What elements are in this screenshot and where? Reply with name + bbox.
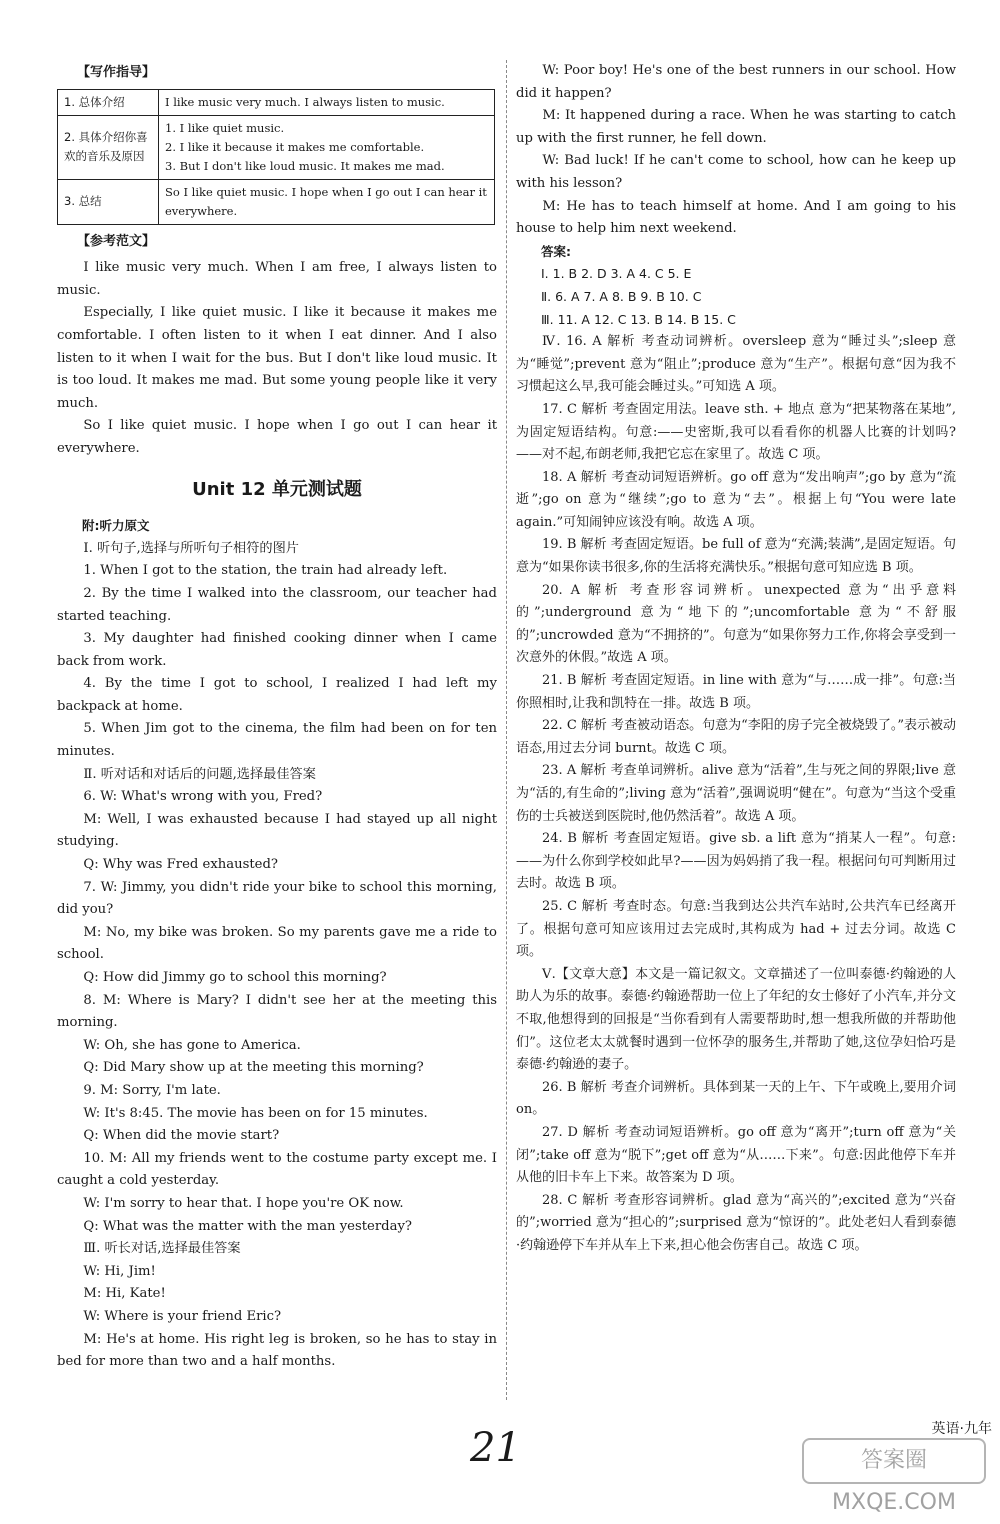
sample-paragraph: So I like quiet music. I hope when I go out I can hear it everywhere. bbox=[57, 418, 497, 456]
script-line: W: It's 8:45. The movie has been on for 15 minutes. bbox=[83, 1105, 428, 1121]
explanation-paragraph: 17. C 解析 考查固定用法。leave sth. + 地点 意为“把某物落在某地”,为固定短语结构。句意:——史密斯,我可以看看你的机器人比赛的计划吗?——对不起,布朗老师,我把它忘在家里了。故选 C 项。 bbox=[516, 401, 956, 463]
guide-value: 1. I like quiet music. 2. I like it because it makes me comfortable. 3. But I don't like loud music. It makes me mad. bbox=[159, 115, 495, 179]
page-number: 21 bbox=[470, 1425, 521, 1471]
script-line: Q: Did Mary show up at the meeting this morning? bbox=[83, 1060, 424, 1076]
script-line: W: Bad luck! If he can't come to school, how can he keep up with his lesson? bbox=[516, 153, 956, 191]
script-line: W: Oh, she has gone to America. bbox=[83, 1037, 301, 1053]
sample-paragraph: I like music very much. When I am free, I always listen to music. bbox=[57, 260, 497, 298]
explanation-paragraph: 22. C 解析 考查被动语态。句意为“李阳的房子完全被烧毁了。”表示被动语态,用过去分词 burnt。故选 C 项。 bbox=[516, 718, 956, 756]
sample-essay-label: 【参考范文】 bbox=[77, 233, 156, 249]
explanation-paragraph: 24. B 解析 考查固定短语。give sb. a lift 意为“捎某人一程”。句意:——为什么你到学校如此早?——因为妈妈捎了我一程。根据问句可判断用过去时。故选 B 项。 bbox=[516, 831, 956, 892]
right-column bbox=[516, 60, 956, 1257]
script-line: 10. M: All my friends went to the costume party except me. I caught a cold yesterday. bbox=[57, 1150, 497, 1189]
table-row bbox=[58, 89, 495, 115]
subject-label: 英语·九年 bbox=[931, 1421, 992, 1437]
left-column bbox=[57, 60, 497, 1374]
section-heading: Ⅲ. 听长对话,选择最佳答案 bbox=[83, 1241, 241, 1257]
section-2-lines bbox=[57, 786, 497, 1238]
answer-row: Ⅰ. 1. B 2. D 3. A 4. C 5. E bbox=[541, 266, 692, 282]
script-line: W: Where is your friend Eric? bbox=[83, 1308, 282, 1324]
writing-guide-label: 【写作指导】 bbox=[77, 65, 156, 80]
script-line: M: Hi, Kate! bbox=[83, 1286, 166, 1302]
section-3-lines bbox=[57, 1261, 497, 1374]
explanation-paragraph: 20. A 解析 考查形容词辨析。unexpected 意为“出乎意料的”;underground 意为“地下的”;uncomfortable 意为“不舒服的”;uncrowded 意为“不拥挤的”。句意为“如果你努力工作,你将会享受到一次意外的休假。”故选 A 项。 bbox=[516, 582, 956, 666]
explanation-paragraph: 18. A 解析 考查动词短语辨析。go off 意为“发出响声”;go by 意为“流逝”;go on 意为“继续”;go to 意为“去”。根据上句“You were late again.”可知闹钟应该没有响。故选 A 项。 bbox=[516, 469, 956, 530]
explanation-paragraph: 23. A 解析 考查单词辨析。alive 意为“活着”,生与死之间的界限;live 意为“活的,有生命的”;living 意为“活着”,强调说明“健在”。句意为“当这个受重伤的士兵被送到医院时,他仍然活着”。故选 A 项。 bbox=[516, 763, 956, 824]
table-row bbox=[58, 115, 495, 179]
watermark-logo: 答案圈 MXQE.COM bbox=[802, 1438, 986, 1484]
explanation-paragraph: 28. C 解析 考查形容词辨析。glad 意为“高兴的”;excited 意为“兴奋的”;worried 意为“担心的”;surprised 意为“惊讶的”。此处老妇人看到泰德·约翰逊停下车并从车上下来,担心他会伤害自己。故选 C 项。 bbox=[516, 1192, 956, 1253]
listening-script-label: 附:听力原文 bbox=[82, 518, 150, 534]
script-line: 2. By the time I walked into the classroom, our teacher had started teaching. bbox=[57, 585, 497, 624]
dialog-lines bbox=[516, 60, 956, 241]
script-line: M: No, my bike was broken. So my parents gave me a ride to school. bbox=[57, 924, 497, 963]
writing-guide-table bbox=[57, 89, 495, 225]
guide-value: I like music very much. I always listen to music. bbox=[159, 89, 495, 115]
script-line: W: I'm sorry to hear that. I hope you're OK now. bbox=[83, 1195, 404, 1211]
unit-title: Unit 12 单元测试题 bbox=[192, 478, 362, 500]
explanation-paragraph: 25. C 解析 考查时态。句意:当我到达公共汽车站时,公共汽车已经离开了。根据句意可知应该用过去完成时,其构成为 had + 过去分词。故选 C 项。 bbox=[516, 898, 956, 960]
explanation-paragraph: 19. B 解析 考查固定短语。be full of 意为“充满;装满”,是固定短语。句意为“如果你读书很多,你的生活将充满快乐。”根据句意可知应选 B 项。 bbox=[516, 537, 956, 576]
script-line: Q: Why was Fred exhausted? bbox=[83, 857, 279, 873]
script-line: 6. W: What's wrong with you, Fred? bbox=[83, 789, 323, 805]
answer-row: Ⅲ. 11. A 12. C 13. B 14. B 15. C bbox=[541, 311, 736, 327]
section-heading: Ⅰ. 听句子,选择与所听句子相符的图片 bbox=[83, 540, 299, 556]
section-heading: Ⅱ. 听对话和对话后的问题,选择最佳答案 bbox=[83, 766, 316, 782]
script-line: W: Poor boy! He's one of the best runners in our school. How did it happen? bbox=[516, 63, 956, 101]
script-line: Q: What was the matter with the man yesterday? bbox=[83, 1218, 412, 1234]
script-line: 3. My daughter had finished cooking dinner when I came back from work. bbox=[57, 631, 497, 669]
sample-paragraph: Especially, I like quiet music. I like it because it makes me comfortable. I often listen to it when I eat dinner. And I also listen to it when I wait for the bus. But I don't like loud music. It is too loud. It makes me mad. But some young people like it very much. bbox=[57, 305, 497, 411]
script-line: M: He's at home. His right leg is broken, so he has to stay in bed for more than two and a half months. bbox=[57, 1331, 497, 1370]
script-line: Q: When did the movie start? bbox=[83, 1128, 280, 1144]
explanation-paragraph: Ⅴ.【文章大意】本文是一篇记叙文。文章描述了一位叫泰德·约翰逊的人助人为乐的故事。泰德·约翰逊帮助一位上了年纪的女士修好了小汽车,并分文不取,他想得到的回报是“当你看到有人需要帮助时,想一想我所做的并帮助他们”。这位老太太就餐时遇到一位怀孕的服务生,并帮助了她,这位孕妇恰巧是泰德·约翰逊的妻子。 bbox=[516, 966, 956, 1073]
script-line: 9. M: Sorry, I'm late. bbox=[83, 1082, 221, 1098]
script-line: Q: How did Jimmy go to school this morning? bbox=[83, 970, 387, 985]
script-line: M: It happened during a race. When he was starting to catch up with the first runner, he fell down. bbox=[516, 108, 956, 146]
explanation-paragraph: 21. B 解析 考查固定短语。in line with 意为“与……成一排”。句意:当你照相时,让我和凯特在一排。故选 B 项。 bbox=[516, 673, 956, 711]
answer-list bbox=[516, 263, 956, 331]
script-line: 5. When Jim got to the cinema, the film had been on for ten minutes. bbox=[57, 721, 497, 760]
script-line: 8. M: Where is Mary? I didn't see her at the meeting this morning. bbox=[57, 992, 497, 1031]
answer-row: Ⅱ. 6. A 7. A 8. B 9. B 10. C bbox=[541, 288, 702, 304]
script-line: 7. W: Jimmy, you didn't ride your bike to school this morning, did you? bbox=[57, 879, 497, 918]
answer-label: 答案: bbox=[541, 243, 571, 259]
guide-key: 2. 具体介绍你喜欢的音乐及原因 bbox=[58, 115, 159, 179]
script-line: W: Hi, Jim! bbox=[83, 1263, 156, 1279]
guide-key: 3. 总结 bbox=[58, 179, 159, 224]
guide-value: So I like quiet music. I hope when I go out I can hear it everywhere. bbox=[159, 179, 495, 224]
explanation-paragraph: 27. D 解析 考查动词短语辨析。go off 意为“离开”;turn off 意为“关闭”;take off 意为“脱下”;get off 意为“从……下来”。句意:因此他停下车并从他的旧卡车上下来。故答案为 D 项。 bbox=[516, 1124, 956, 1186]
guide-key: 1. 总体介绍 bbox=[58, 89, 159, 115]
explanation-list bbox=[516, 331, 956, 1257]
script-line: M: Well, I was exhausted because I had stayed up all night studying. bbox=[57, 811, 497, 850]
script-line: 4. By the time I got to school, I realized I had left my backpack at home. bbox=[57, 676, 497, 714]
section-1-lines bbox=[57, 560, 497, 763]
column-divider bbox=[506, 60, 507, 1400]
explanation-paragraph: Ⅳ. 16. A 解析 考查动词辨析。oversleep 意为“睡过头”;sleep 意为“睡觉”;prevent 意为“阻止”;produce 意为“生产”。根据句意“因为我不习惯起这么早,我可能会睡过头。”可知选 A 项。 bbox=[516, 334, 956, 395]
table-row bbox=[58, 179, 495, 224]
script-line: M: He has to teach himself at home. And I am going to his house to help him next weekend. bbox=[516, 198, 956, 237]
script-line: 1. When I got to the station, the train had already left. bbox=[83, 563, 448, 579]
explanation-paragraph: 26. B 解析 考查介词辨析。具体到某一天的上午、下午或晚上,要用介词 on。 bbox=[516, 1079, 956, 1118]
